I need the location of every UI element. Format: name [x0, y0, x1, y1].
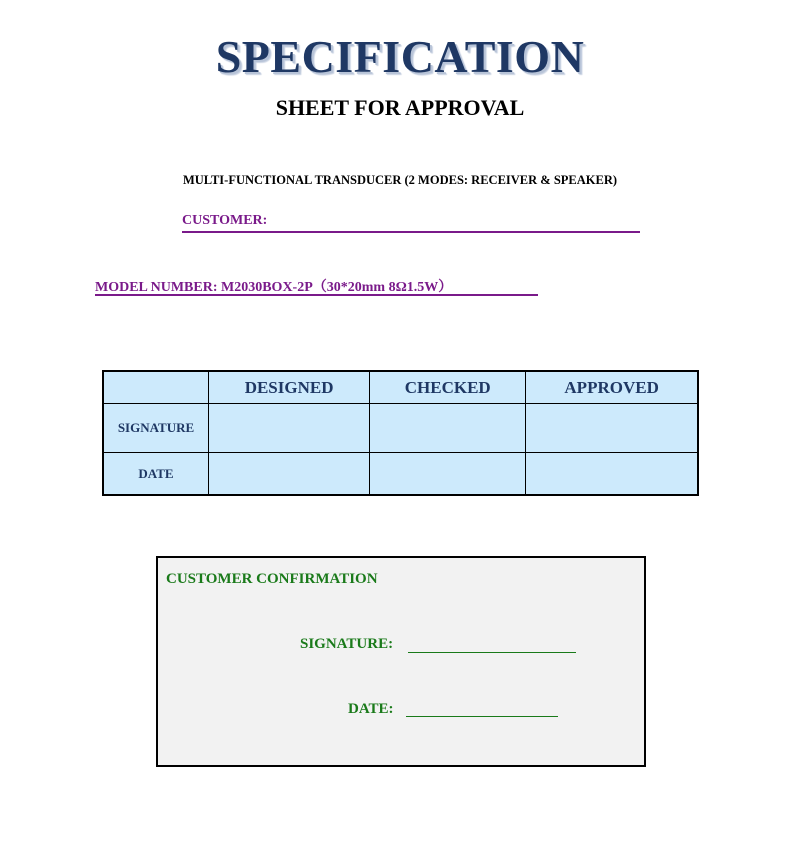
approval-table	[102, 370, 699, 496]
row-label-signature: SIGNATURE	[103, 404, 209, 453]
table-corner-cell	[103, 371, 209, 404]
page-subtitle: SHEET FOR APPROVAL	[275, 95, 525, 120]
table-header-row	[103, 371, 698, 404]
confirmation-date-line[interactable]	[406, 716, 558, 717]
customer-label: CUSTOMER:	[182, 213, 268, 228]
date-checked-cell[interactable]	[370, 453, 526, 496]
column-header-designed: DESIGNED	[209, 371, 370, 404]
column-header-checked: CHECKED	[370, 371, 526, 404]
confirmation-signature-line[interactable]	[408, 652, 576, 653]
date-designed-cell[interactable]	[209, 453, 370, 496]
page-title: SPECIFICATION	[215, 31, 585, 82]
table-row	[103, 404, 698, 453]
model-number-label: MODEL NUMBER: M2030BOX-2P（30*20mm 8Ω1.5W）	[95, 280, 453, 295]
table-row	[103, 453, 698, 496]
product-description: MULTI-FUNCTIONAL TRANSDUCER (2 MODES: RECEIVER & SPEAKER)	[182, 173, 618, 187]
customer-confirmation-box	[156, 556, 646, 767]
confirmation-title: CUSTOMER CONFIRMATION	[166, 571, 378, 587]
signature-approved-cell[interactable]	[526, 404, 698, 453]
signature-checked-cell[interactable]	[370, 404, 526, 453]
signature-designed-cell[interactable]	[209, 404, 370, 453]
date-approved-cell[interactable]	[526, 453, 698, 496]
confirmation-signature-label: SIGNATURE:	[300, 636, 394, 652]
column-header-approved: APPROVED	[526, 371, 698, 404]
row-label-date: DATE	[103, 453, 209, 496]
confirmation-date-label: DATE:	[348, 701, 394, 717]
